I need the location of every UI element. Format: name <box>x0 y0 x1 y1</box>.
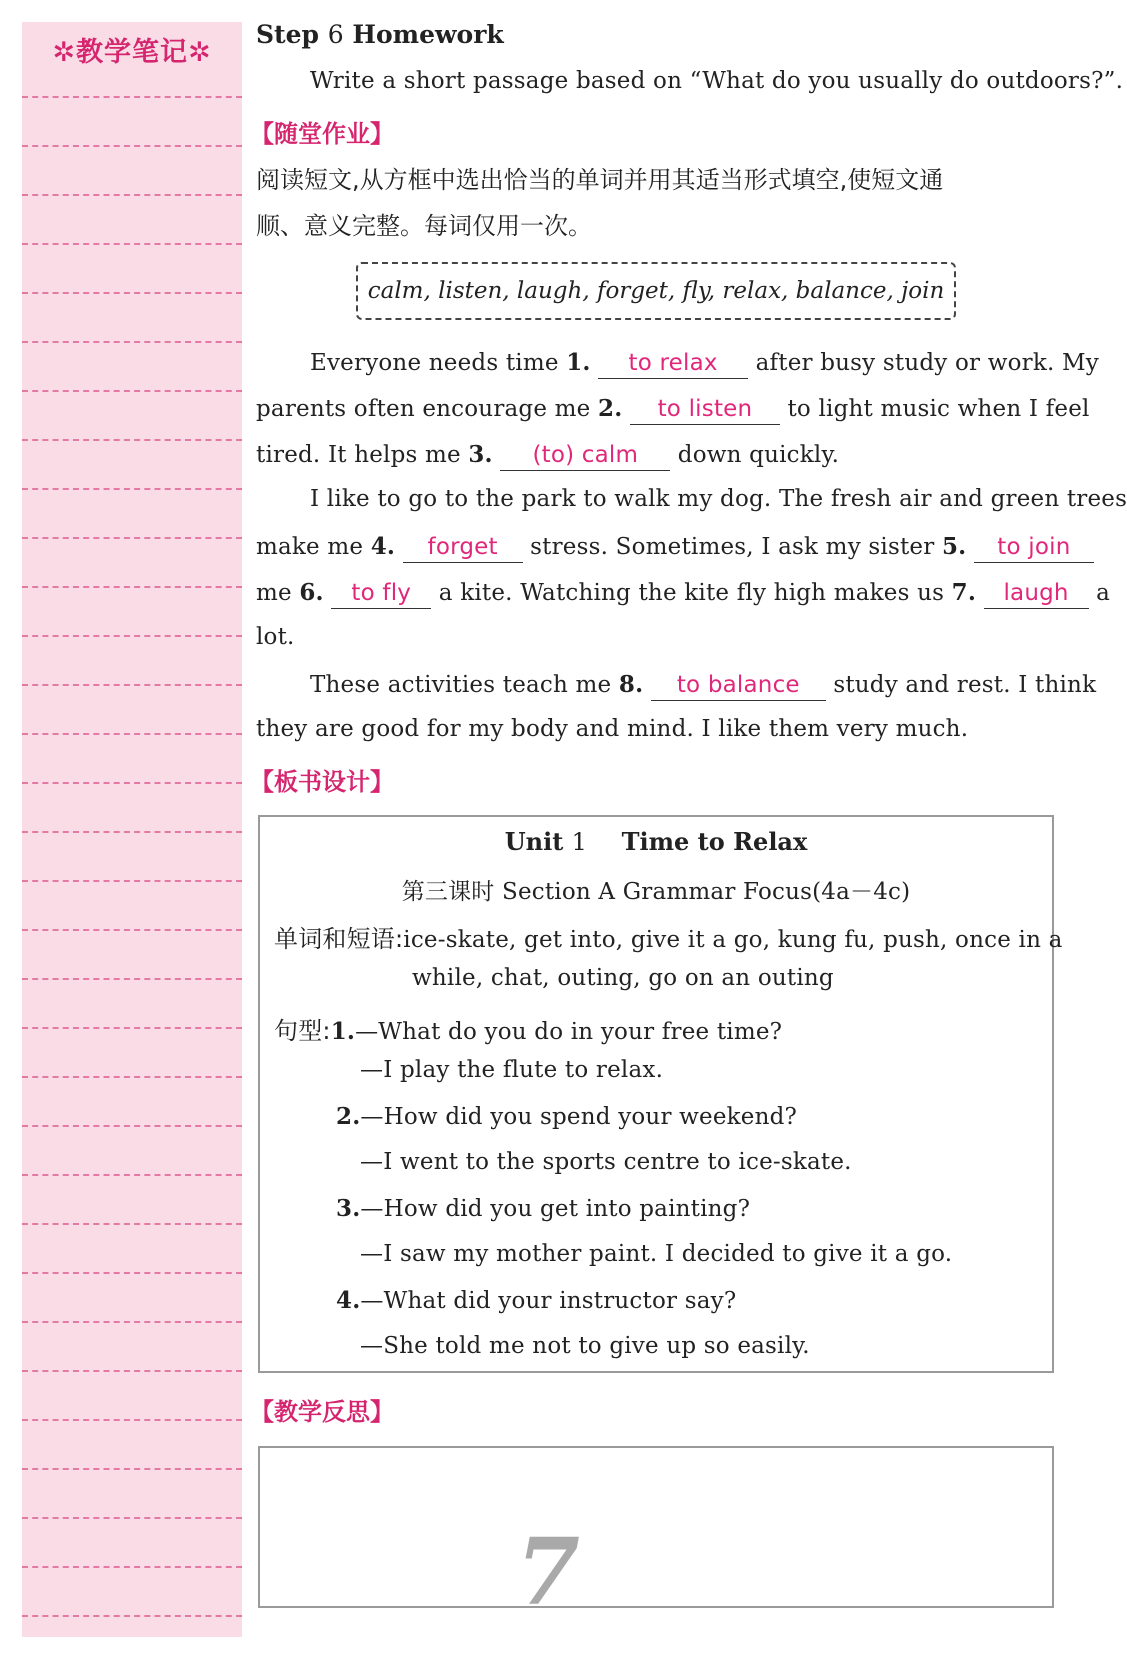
blank-number: 8. <box>618 671 644 698</box>
blank-number: 2. <box>598 395 623 422</box>
answer-text: to join <box>997 534 1071 560</box>
unit-label: Unit <box>504 827 564 856</box>
note-line <box>22 1321 242 1323</box>
note-line <box>22 243 242 245</box>
board-vocab-line2: while, chat, outing, go on an outing <box>412 965 834 991</box>
blank-number: 6. <box>299 579 324 606</box>
note-line <box>22 1419 242 1421</box>
answer-text: to listen <box>657 396 753 422</box>
passage-text: a <box>1096 580 1110 606</box>
note-line <box>22 145 242 147</box>
note-line <box>22 1468 242 1470</box>
sentence-answer: —I play the flute to relax. <box>360 1057 664 1083</box>
passage-text: after busy study or work. My <box>755 350 1099 376</box>
sentence-number: 2. <box>336 1103 361 1130</box>
board-design-box <box>258 815 1063 1373</box>
note-line <box>22 1223 242 1225</box>
passage-text: stress. Sometimes, I ask my sister <box>530 534 935 560</box>
note-line <box>22 537 242 539</box>
passage-line <box>256 440 839 471</box>
passage-line: they are good for my body and mind. I like them very much. <box>256 716 969 742</box>
exercise-heading: 【随堂作业】 <box>250 120 394 148</box>
note-line <box>22 439 242 441</box>
vocab-label: 单词和短语: <box>274 925 404 953</box>
word-box <box>356 262 956 320</box>
board-sentence-1 <box>274 1011 782 1046</box>
note-line <box>22 96 242 98</box>
note-line <box>22 929 242 931</box>
note-line <box>22 1174 242 1176</box>
note-line <box>22 292 242 294</box>
homework-title <box>256 20 504 49</box>
note-line <box>22 1027 242 1029</box>
note-line <box>22 1272 242 1274</box>
sentence-answer: —She told me not to give up so easily. <box>360 1333 810 1359</box>
answer-blank-5[interactable] <box>974 532 1094 563</box>
answer-blank-1[interactable] <box>598 348 748 379</box>
sentence-question: —How did you get into painting? <box>360 1196 751 1222</box>
note-line <box>22 390 242 392</box>
sentence-question: —What did your instructor say? <box>360 1288 737 1314</box>
note-line <box>22 1076 242 1078</box>
unit-number: 1 <box>571 828 587 856</box>
passage-line <box>310 670 1096 701</box>
step-number: 6 <box>327 20 344 49</box>
note-line <box>22 341 242 343</box>
board-sentence-2 <box>336 1103 797 1130</box>
board-sentence-4 <box>336 1287 736 1314</box>
sentence-number: 3. <box>336 1195 361 1222</box>
note-line <box>22 488 242 490</box>
homework-instruction: Write a short passage based on “What do you usually do outdoors?”. <box>310 68 1124 94</box>
board-sentence-3 <box>336 1195 750 1222</box>
passage-line: I like to go to the park to walk my dog. The fresh air and green trees <box>310 486 1127 512</box>
reflection-heading: 【教学反思】 <box>250 1398 394 1426</box>
passage-line <box>256 532 1094 563</box>
board-unit-title <box>260 827 1052 856</box>
answer-text: forget <box>427 534 498 560</box>
note-line <box>22 1615 242 1617</box>
board-vocab-line1 <box>274 919 1063 954</box>
passage-line: lot. <box>256 624 295 650</box>
exercise-instruction-line2: 顺、意义完整。每词仅用一次。 <box>256 212 592 240</box>
blank-number: 5. <box>941 533 967 560</box>
note-line <box>22 782 242 784</box>
answer-text: to relax <box>628 350 718 376</box>
note-line <box>22 1370 242 1372</box>
passage-text: down quickly. <box>677 442 840 468</box>
passage-text: tired. It helps me <box>256 442 461 468</box>
sentence-answer: —I saw my mother paint. I decided to give it a go. <box>360 1241 953 1267</box>
reflection-box[interactable] <box>258 1446 1054 1608</box>
passage-line <box>256 394 1090 425</box>
sentence-number: 1. <box>330 1018 356 1045</box>
note-line <box>22 1125 242 1127</box>
answer-blank-7[interactable] <box>984 578 1089 609</box>
blank-number: 4. <box>370 533 396 560</box>
answer-blank-6[interactable] <box>331 578 431 609</box>
note-line <box>22 635 242 637</box>
board-lesson: 第三课时 Section A Grammar Focus(4a－4c) <box>401 879 911 905</box>
passage-text: make me <box>256 534 364 560</box>
step-label: Step <box>256 20 319 49</box>
exercise-instruction-line1: 阅读短文,从方框中选出恰当的单词并用其适当形式填空,使短文通 <box>256 166 944 194</box>
note-line <box>22 880 242 882</box>
note-line <box>22 684 242 686</box>
blank-number: 7. <box>951 579 977 606</box>
note-line <box>22 586 242 588</box>
passage-text: parents often encourage me <box>256 396 591 422</box>
page-number: 7 <box>516 1518 581 1626</box>
answer-blank-4[interactable] <box>403 532 523 563</box>
sidebar-title: ✲教学笔记✲ <box>52 37 212 68</box>
passage-text: Everyone needs time <box>310 350 559 376</box>
sentence-question: —What do you do in your free time? <box>355 1019 783 1045</box>
sentence-number: 4. <box>336 1287 361 1314</box>
passage-text: These activities teach me <box>310 672 612 698</box>
answer-text: to balance <box>676 672 800 698</box>
answer-text: laugh <box>1003 580 1069 606</box>
blank-number: 3. <box>468 441 493 468</box>
passage-line <box>310 348 1099 379</box>
passage-line <box>256 578 1110 609</box>
answer-blank-2[interactable] <box>630 394 780 425</box>
answer-blank-8[interactable] <box>651 670 826 701</box>
passage-text: to light music when I feel <box>787 396 1090 422</box>
passage-text: me <box>256 580 292 606</box>
note-line <box>22 831 242 833</box>
sentence-label: 句型: <box>274 1017 331 1045</box>
passage-text: a kite. Watching the kite fly high makes us <box>438 580 945 606</box>
board-heading: 【板书设计】 <box>250 768 394 796</box>
step-name: Homework <box>352 20 504 49</box>
answer-blank-3[interactable] <box>500 440 670 471</box>
unit-title: Time to Relax <box>621 827 808 856</box>
blank-number: 1. <box>566 349 591 376</box>
note-line <box>22 1566 242 1568</box>
answer-text: (to) calm <box>532 442 639 468</box>
note-line <box>22 978 242 980</box>
answer-text: to fly <box>351 580 412 606</box>
word-box-words: calm, listen, laugh, forget, fly, relax, balance, join <box>367 278 945 304</box>
note-line <box>22 733 242 735</box>
main-content <box>250 0 1127 1661</box>
sentence-answer: —I went to the sports centre to ice-skate. <box>360 1149 852 1175</box>
note-line <box>22 194 242 196</box>
vocab-text: ice-skate, get into, give it a go, kung fu, push, once in a <box>403 927 1063 953</box>
note-line <box>22 1517 242 1519</box>
notes-sidebar <box>22 22 242 1637</box>
passage-text: study and rest. I think <box>833 672 1097 698</box>
sentence-question: —How did you spend your weekend? <box>360 1104 798 1130</box>
